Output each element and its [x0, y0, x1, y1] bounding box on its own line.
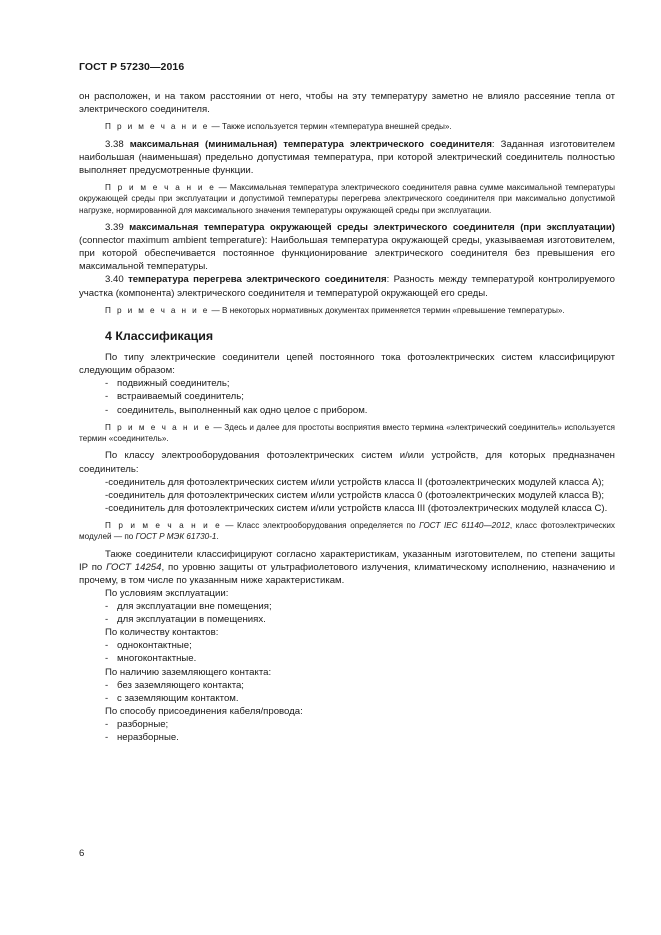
group-heading: По способу присоединения кабеля/провода:: [105, 705, 303, 717]
list-item: [79, 377, 615, 390]
list-item-text: соединитель для фотоэлектрических систем и/или устройств класса III (фотоэлектрических модулей класса С).: [108, 502, 608, 514]
list-dash: -: [105, 502, 109, 514]
list-dash: -: [105, 404, 109, 416]
intro-paragraph: он расположен, и на таком расстоянии от него, чтобы на эту температуру заметно не влияло рассеяние тепла от электрического соединителя.: [79, 91, 615, 116]
list-item: [79, 679, 615, 692]
paragraph-text: , по уровню защиты от ультрафиолетового излучения, климатическому исполнению, назначению и прочему, в том числе по указанным ниже характеристикам.: [79, 561, 615, 586]
list-item: [79, 731, 615, 744]
list-item-text: неразборные.: [117, 732, 179, 744]
note-5-text: , класс фотоэлектрических модулей — по: [79, 520, 615, 542]
term-definition: : Разность между температурой контролируемого участка (компонента) электрического соединителя и температурой окружающей его среды.: [79, 274, 616, 299]
list-dash: -: [105, 378, 109, 390]
term-number: 3.38: [105, 138, 130, 150]
note-label: П р и м е ч а н и е: [105, 305, 210, 315]
note-3: [79, 305, 615, 316]
list-dash: -: [105, 489, 109, 501]
note-label: П р и м е ч а н и е: [105, 182, 216, 192]
list-item-text: соединитель, выполненный как одно целое с прибором.: [117, 404, 368, 416]
list-item-text: без заземляющего контакта;: [117, 679, 244, 691]
list-dash: -: [105, 718, 109, 730]
list-item: [79, 489, 615, 502]
list-item-text: подвижный соединитель;: [117, 378, 230, 390]
list-item-text: с заземляющим контактом.: [117, 692, 239, 704]
term-title: максимальная (минимальная) температура электрического соединителя: [129, 138, 492, 150]
term-title: максимальная температура окружающей среды электрического соединителя (при эксплуатации): [129, 222, 615, 234]
list-item: [79, 652, 615, 665]
list-item: [79, 404, 615, 417]
paragraph-text: Также соединители классифицируют согласно характеристикам, указанным изготовителем, по степени защиты IP по: [79, 548, 615, 573]
note-5-text: .: [216, 532, 219, 542]
term-3-38: [79, 138, 615, 177]
term-title: температура перегрева электрического соединителя: [128, 274, 387, 286]
list-item-text: соединитель для фотоэлектрических систем и/или устройств класса II (фотоэлектрических модулей класса А);: [108, 476, 605, 488]
list-item: [79, 502, 615, 515]
list-item: [79, 718, 615, 731]
list-dash: -: [105, 391, 109, 403]
list-dash: -: [105, 640, 109, 652]
note-label: П р и м е ч а н и е: [105, 520, 222, 530]
standard-reference: ГОСТ 14254: [106, 561, 162, 573]
note-3-text: — В некоторых нормативных документах применяется термин «превышение температуры».: [209, 305, 565, 315]
term-number: 3.40: [105, 274, 129, 286]
note-4: [79, 422, 615, 445]
characteristics-paragraph: [79, 548, 615, 587]
list-item-text: разборные;: [117, 718, 169, 730]
list-item: [79, 613, 615, 626]
standard-reference: ГОСТ IEC 61140—2012: [419, 520, 510, 530]
list-item: [79, 390, 615, 403]
document-code-header: ГОСТ Р 57230—2016: [79, 61, 185, 73]
list-item: [79, 639, 615, 652]
note-5: [79, 520, 615, 543]
list-item-text: для эксплуатации вне помещения;: [117, 601, 272, 613]
list-item-text: многоконтактные.: [117, 653, 197, 665]
term-number: 3.39: [105, 222, 130, 234]
note-label: П р и м е ч а н и е: [105, 122, 210, 132]
equipment-class-paragraph: По классу электрооборудования фотоэлектрических систем и/или устройств, для которых предназначен соединитель:: [79, 450, 615, 475]
term-definition: : Заданная изготовителем наибольшая (наименьшая) предельно допустимая температура, при которой электрический соединитель полностью выполняет предусмотренные функции.: [79, 138, 615, 176]
page-number: 6: [79, 848, 85, 859]
note-1-text: — Также используется термин «температура внешней среды».: [209, 122, 452, 132]
list-dash: -: [105, 653, 109, 665]
list-item-text: соединитель для фотоэлектрических систем и/или устройств класса 0 (фотоэлектрических модулей класса В);: [108, 489, 605, 501]
list-dash: -: [105, 732, 109, 744]
standard-reference: ГОСТ Р МЭК 61730-1: [135, 532, 217, 542]
group-heading: По количеству контактов:: [105, 627, 219, 639]
term-definition: (connector maximum ambient temperature): Наибольшая температура окружающей среды, указываемая изготовителем, при которой обеспечивается постоянное функционирование электрического соединителя без превышения его максимальной температуры.: [79, 235, 615, 273]
group-heading: По наличию заземляющего контакта:: [105, 666, 272, 678]
classification-intro: По типу электрические соединители цепей постоянного тока фотоэлектрических систем классифицируют следующим образом:: [79, 352, 615, 377]
page-body: [79, 90, 615, 744]
list-dash: -: [105, 476, 109, 488]
list-dash: -: [105, 601, 109, 613]
note-5-text: — Класс электрооборудования определяется по: [221, 520, 420, 530]
list-item: [79, 476, 615, 489]
note-1: [79, 121, 615, 132]
list-item-text: встраиваемый соединитель;: [117, 391, 244, 403]
list-dash: -: [105, 614, 109, 626]
list-dash: -: [105, 679, 109, 691]
list-item-text: одноконтактные;: [117, 640, 192, 652]
term-3-40: [79, 273, 615, 299]
note-4-text: — Здесь и далее для простоты восприятия вместо термина «электрический соединитель» используется термин «соединитель».: [79, 422, 615, 444]
group-heading: По условиям эксплуатации:: [105, 588, 229, 599]
note-label: П р и м е ч а н и е: [105, 422, 212, 432]
note-2-text: — Максимальная температура электрического соединителя равна сумме максимальной температуры окружающей среды при эксплуатации и допустимой температуры перегрева электрического соединителя при максимально допустимой нагрузке, нормированной для максимального значения температуры окружающей среды при эксплуатации.: [79, 182, 615, 215]
section-4-heading: 4 Классификация: [105, 329, 214, 344]
term-3-39: [79, 221, 615, 273]
list-item: [79, 692, 615, 705]
list-item: [79, 600, 615, 613]
list-item-text: для эксплуатации в помещениях.: [117, 614, 266, 626]
list-dash: -: [105, 692, 109, 704]
note-2: [79, 182, 615, 216]
